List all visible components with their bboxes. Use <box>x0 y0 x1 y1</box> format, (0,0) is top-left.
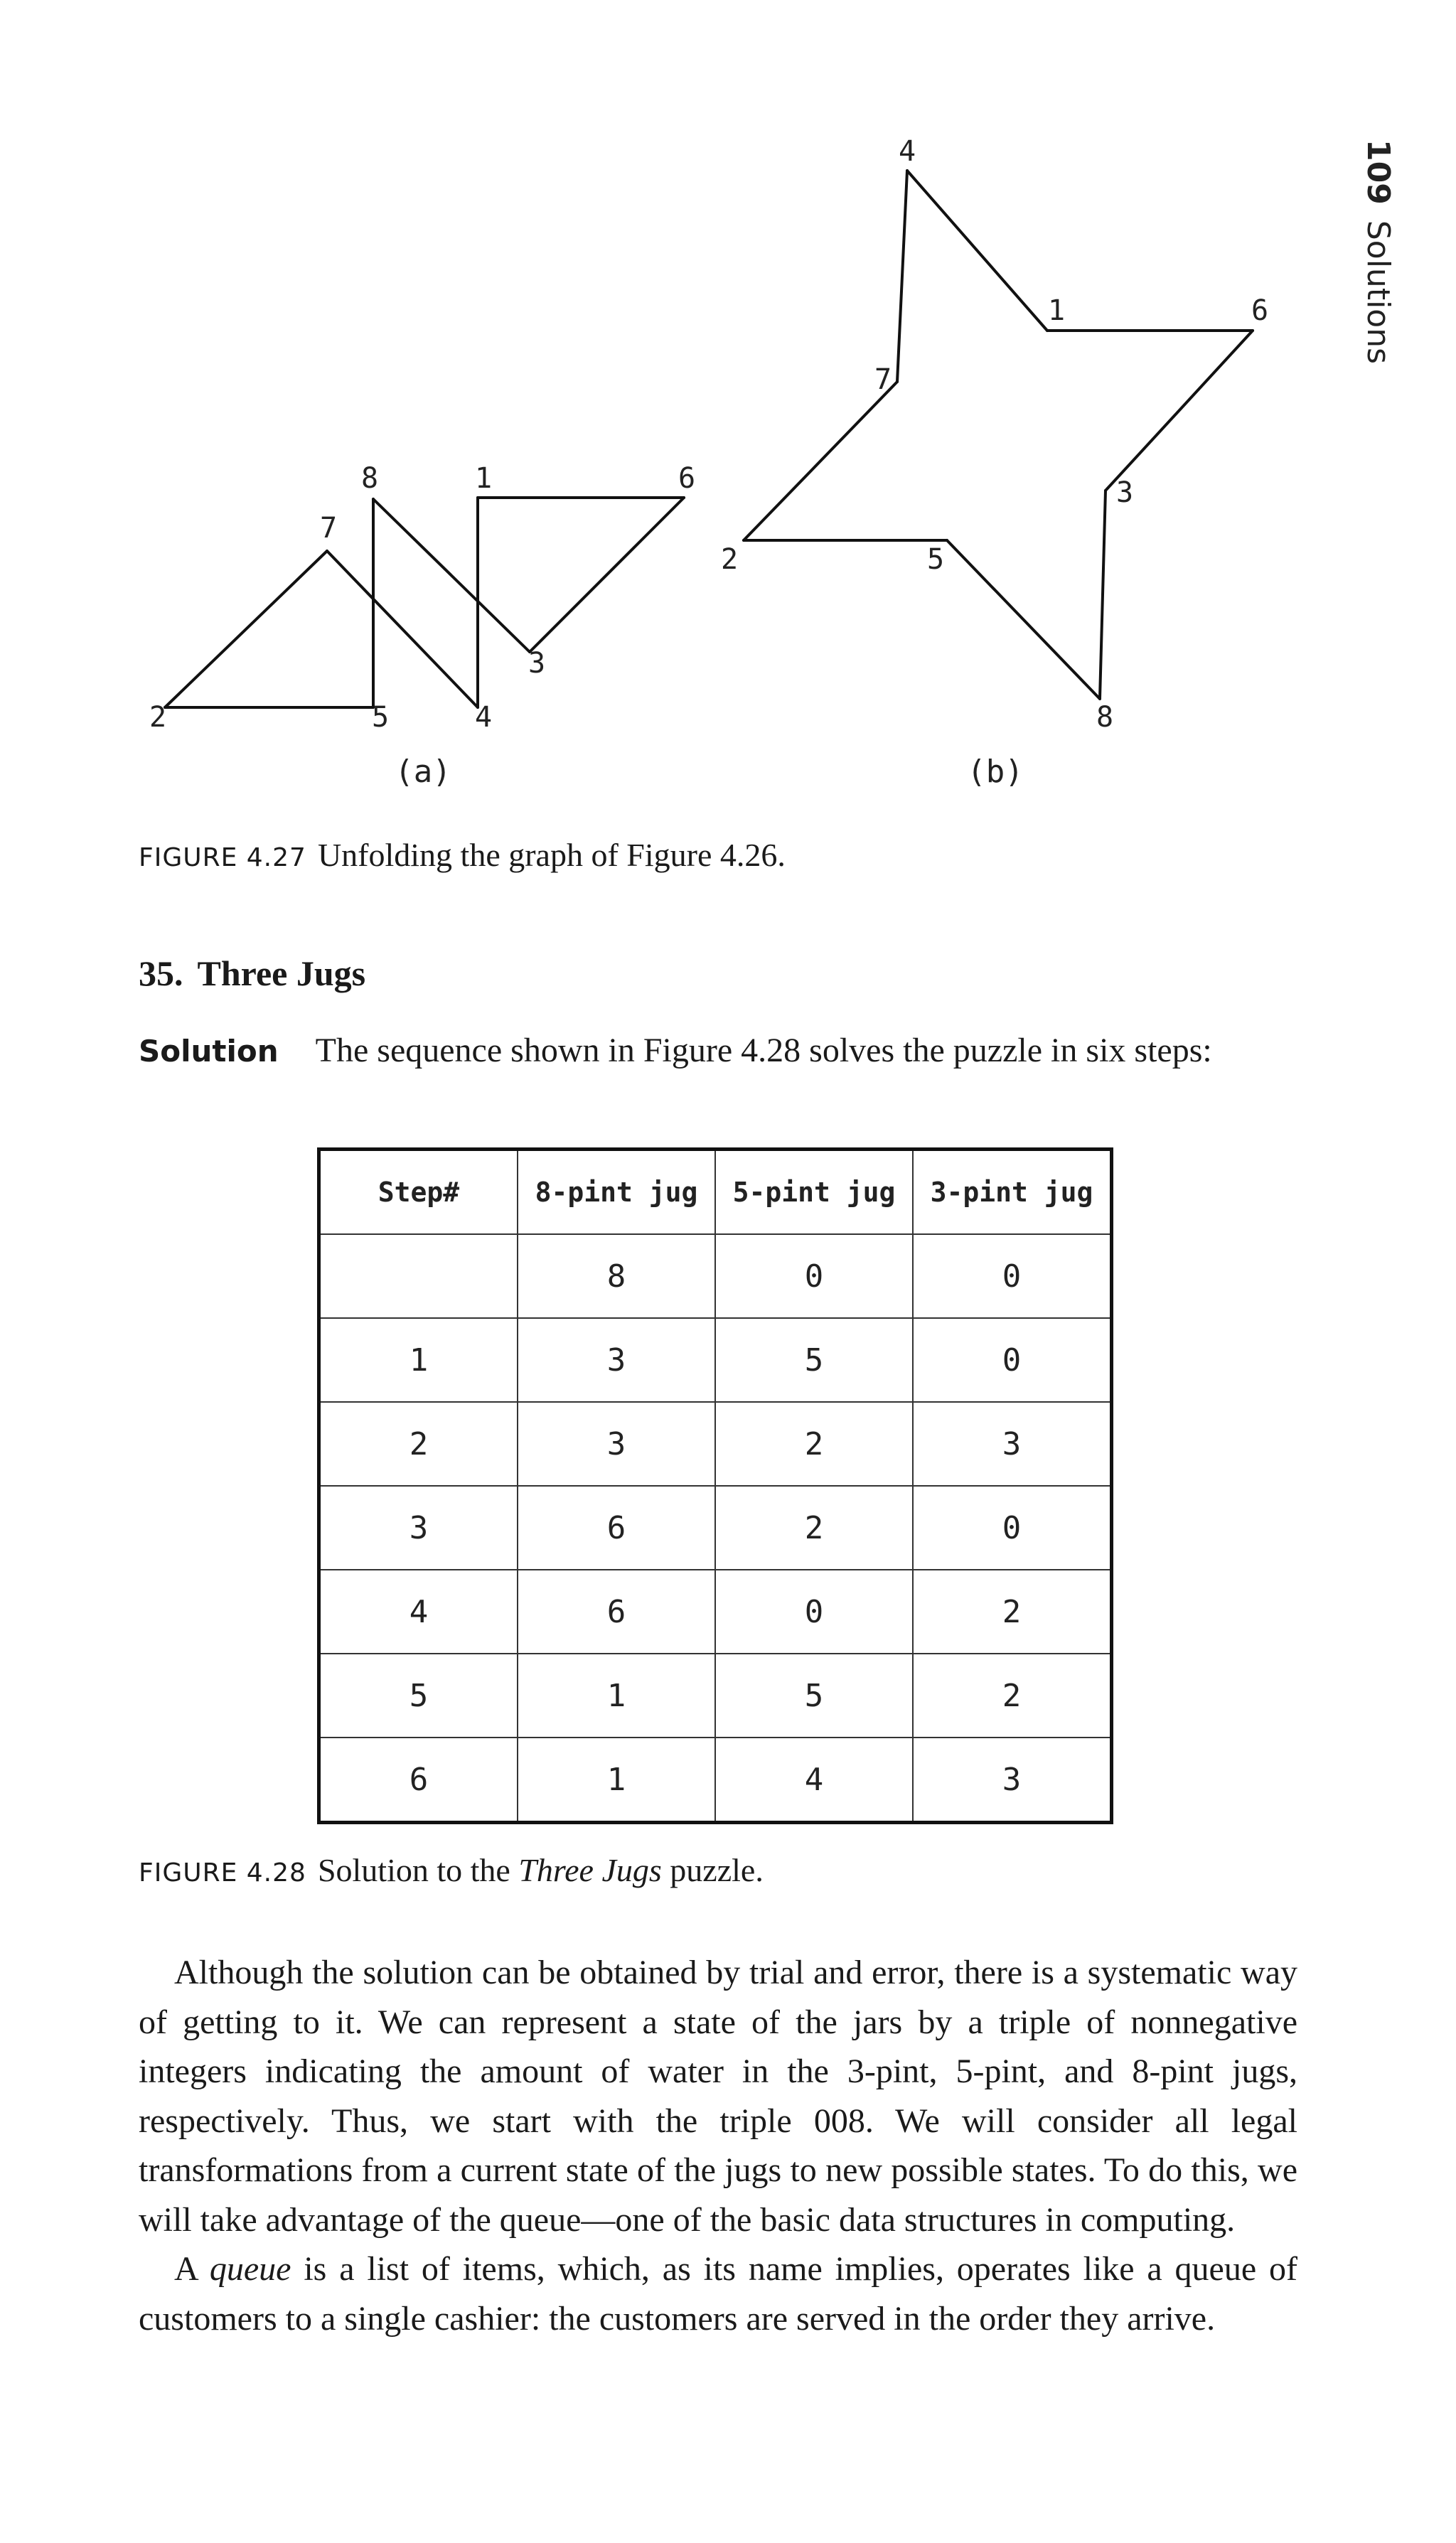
table-cell: 1 <box>518 1654 715 1738</box>
table-cell: 5 <box>715 1654 913 1738</box>
table-cell: 4 <box>715 1738 913 1823</box>
table-cell: 3 <box>913 1738 1112 1823</box>
table-cell: 0 <box>715 1234 913 1318</box>
graph-edge <box>744 382 897 540</box>
p2-rest: is a list of items, which, as its name implies, operates like a queue of customers to a single cashier: the customers are served in the order they arrive. <box>139 2250 1298 2338</box>
figure-4-27 <box>0 0 1456 818</box>
table-cell: 2 <box>715 1486 913 1570</box>
section-number: 35. <box>139 953 183 993</box>
vertex-label: 6 <box>678 462 696 495</box>
body-text <box>139 1948 1297 2343</box>
table-row <box>319 1654 1112 1738</box>
header-step: Step# <box>319 1150 518 1235</box>
graph-edge <box>897 171 907 382</box>
vertex-label: 2 <box>720 543 739 576</box>
table-cell: 2 <box>715 1402 913 1486</box>
table-row <box>319 1486 1112 1570</box>
figure-4-27-caption <box>139 836 786 874</box>
vertex-label: 6 <box>1251 294 1269 327</box>
header-3-pint: 3-pint jug <box>913 1150 1112 1235</box>
table-row <box>319 1234 1112 1318</box>
p2-italic: queue <box>209 2250 291 2288</box>
table-row <box>319 1738 1112 1823</box>
table-cell: 4 <box>319 1570 518 1654</box>
running-head-section: Solutions <box>1360 220 1396 365</box>
table-cell: 2 <box>913 1654 1112 1738</box>
vertex-label: 5 <box>926 543 945 576</box>
graph-edge <box>907 171 1047 331</box>
vertex-label: 2 <box>149 701 167 734</box>
solution-intro <box>139 1031 1212 1070</box>
table-cell <box>319 1234 518 1318</box>
table-cell: 1 <box>319 1318 518 1402</box>
graph-edge <box>1106 331 1253 491</box>
section-title <box>139 953 365 994</box>
table-header-row <box>319 1150 1112 1235</box>
table-cell: 0 <box>913 1486 1112 1570</box>
table-cell: 6 <box>518 1486 715 1570</box>
table-cell: 5 <box>319 1654 518 1738</box>
table-cell: 6 <box>319 1738 518 1823</box>
graph-edge <box>327 551 478 707</box>
vertex-label: 8 <box>360 462 379 495</box>
caption-tag: FIGURE 4.28 <box>139 1858 306 1888</box>
graph-edge <box>165 551 327 707</box>
graph-a-sublabel: (a) <box>395 754 451 790</box>
paragraph-2 <box>139 2244 1297 2343</box>
graph-b <box>721 135 1268 734</box>
page-number: 109 <box>1360 139 1396 205</box>
table-cell: 6 <box>518 1570 715 1654</box>
table-cell: 1 <box>518 1738 715 1823</box>
vertex-label: 1 <box>1047 294 1066 327</box>
table-cell: 0 <box>913 1318 1112 1402</box>
vertex-label: 5 <box>371 701 390 734</box>
graph-edge <box>530 498 684 652</box>
vertex-label: 3 <box>528 647 546 680</box>
header-8-pint: 8-pint jug <box>518 1150 715 1235</box>
table-cell: 2 <box>913 1570 1112 1654</box>
caption-text: Unfolding the graph of Figure 4.26. <box>317 837 786 873</box>
header-5-pint: 5-pint jug <box>715 1150 913 1235</box>
table-cell: 3 <box>913 1402 1112 1486</box>
paragraph-1: Although the solution can be obtained by trial and error, there is a systematic way of getting to it. We can represent a state of the jars by a triple of nonnegative integers indicating the amount of water in the 3-pint, 5-pint, and 8-pint jugs, respectively. Thus, we start with the triple 008. We will consider all legal transformations from a current state of the jugs to new possible states. To do this, we will take advantage of the queue—one of the basic data structures in computing. <box>139 1954 1297 2239</box>
vertex-label: 8 <box>1096 701 1114 734</box>
figure-4-28-caption <box>139 1851 764 1889</box>
table-cell: 3 <box>319 1486 518 1570</box>
vertex-label: 4 <box>474 701 493 734</box>
caption-tag: FIGURE 4.27 <box>139 843 306 872</box>
jugs-table <box>317 1147 1113 1824</box>
table-cell: 5 <box>715 1318 913 1402</box>
table-cell: 3 <box>518 1318 715 1402</box>
table-cell: 0 <box>913 1234 1112 1318</box>
vertex-label: 7 <box>319 512 338 545</box>
graph-edge <box>947 540 1100 699</box>
vertex-label: 7 <box>874 363 892 396</box>
caption-italic: Three Jugs <box>518 1852 662 1888</box>
graph-edge <box>373 499 530 652</box>
table-cell: 2 <box>319 1402 518 1486</box>
table-cell: 8 <box>518 1234 715 1318</box>
vertex-label: 4 <box>898 135 916 168</box>
p2-start: A <box>174 2250 198 2288</box>
table-row <box>319 1570 1112 1654</box>
table-cell: 0 <box>715 1570 913 1654</box>
table-cell: 3 <box>518 1402 715 1486</box>
section-title-text: Three Jugs <box>197 953 366 993</box>
graph-b-sublabel: (b) <box>967 754 1024 790</box>
vertex-label: 3 <box>1115 476 1134 509</box>
solution-text: The sequence shown in Figure 4.28 solves the puzzle in six steps: <box>315 1032 1212 1069</box>
caption-before: Solution to the <box>317 1852 510 1888</box>
solution-tag: Solution <box>139 1034 279 1069</box>
graph-edge <box>1100 491 1106 699</box>
table-row <box>319 1318 1112 1402</box>
vertex-label: 1 <box>474 462 493 495</box>
table-row <box>319 1402 1112 1486</box>
graph-a <box>149 462 695 734</box>
caption-after: puzzle. <box>670 1852 764 1888</box>
